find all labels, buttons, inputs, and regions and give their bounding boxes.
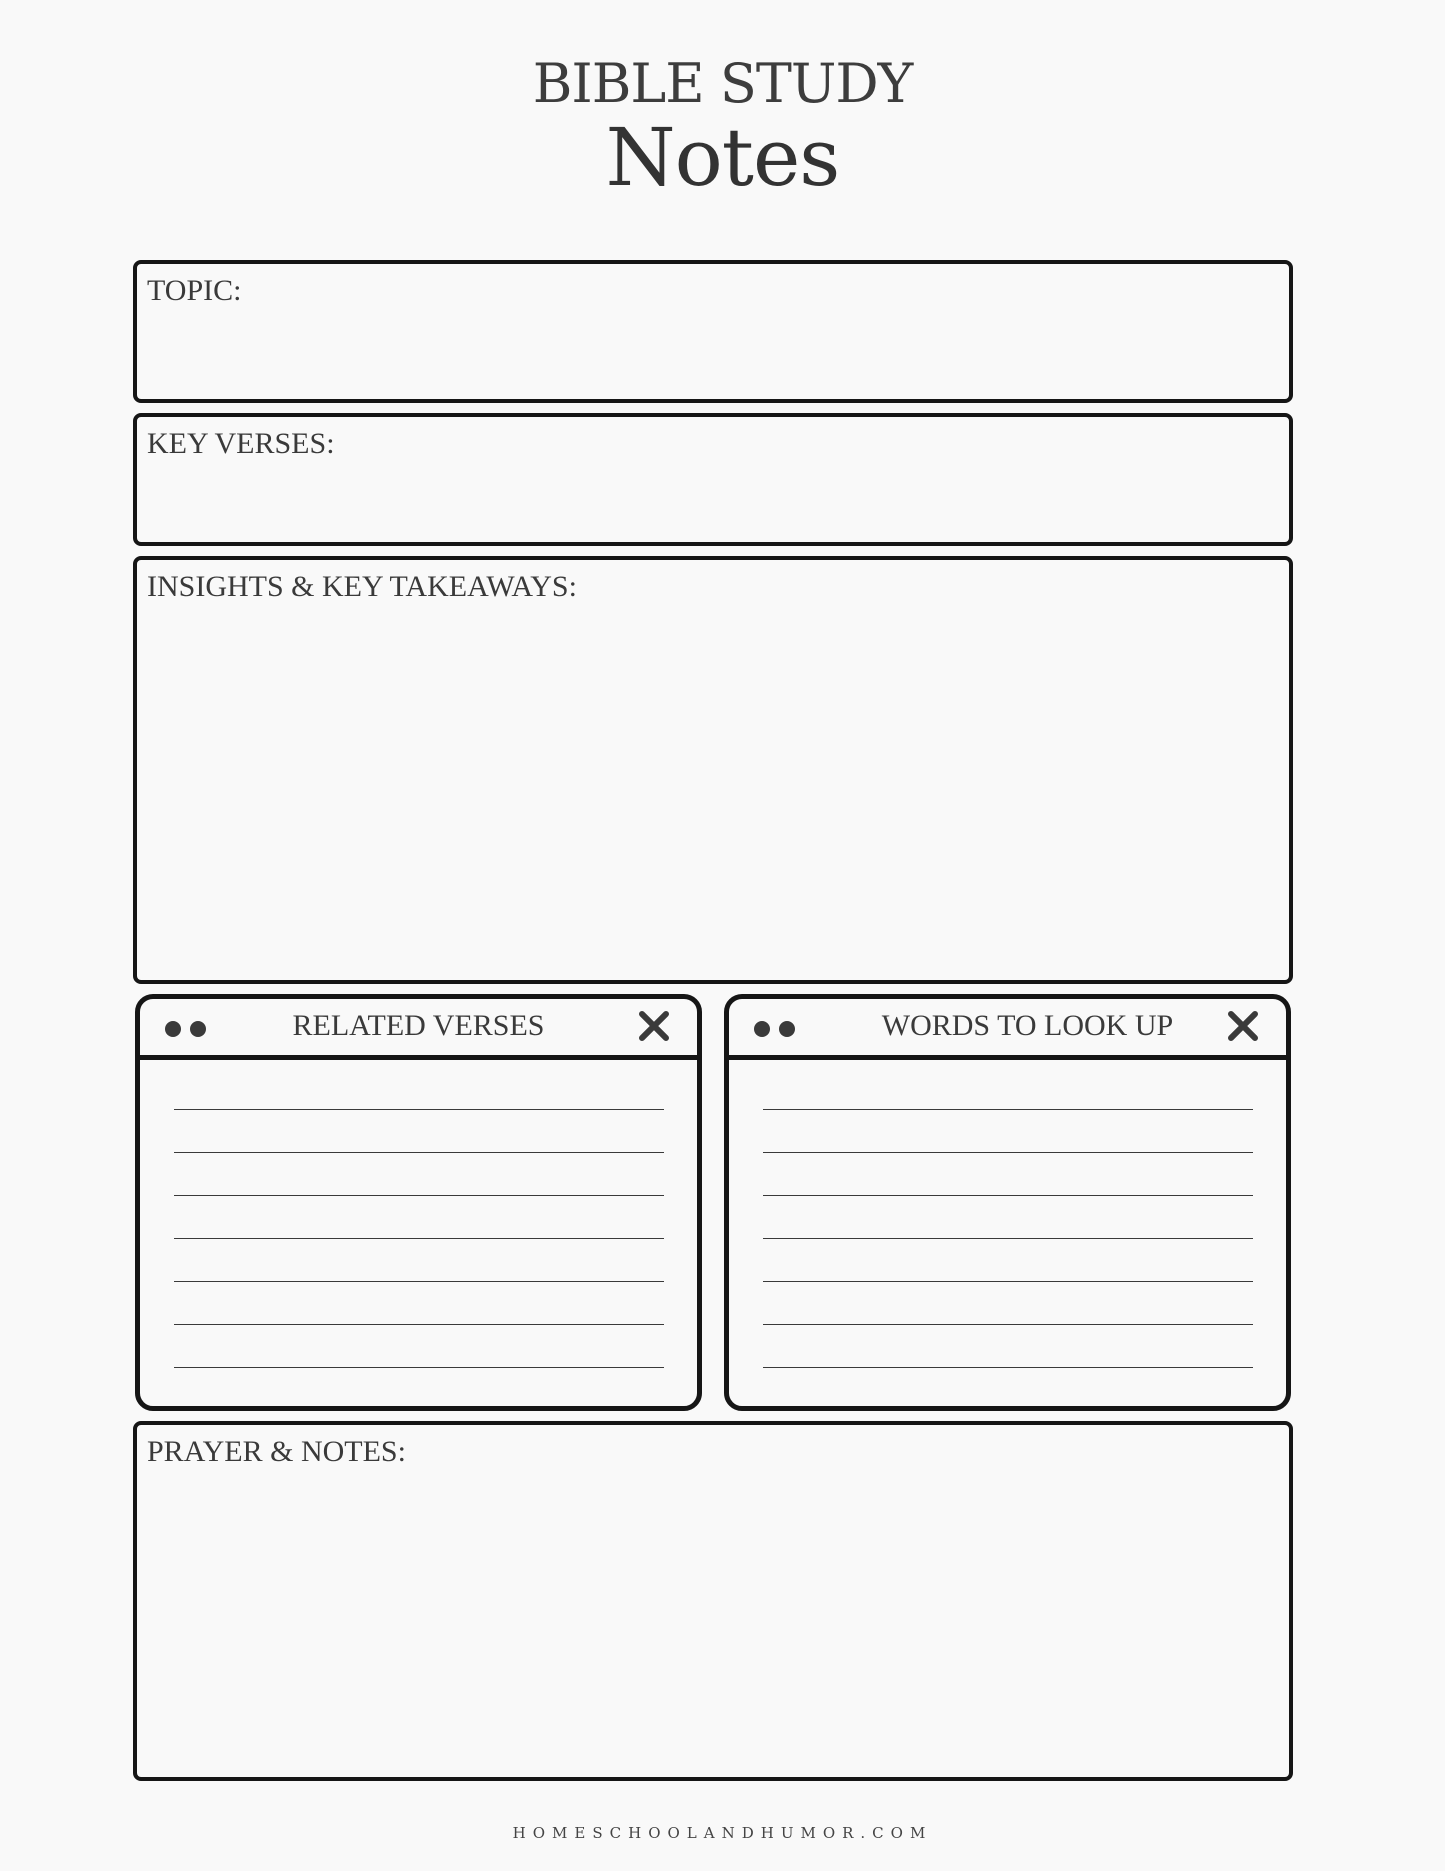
close-icon[interactable]: [637, 1009, 671, 1043]
topic-box[interactable]: [133, 260, 1293, 403]
write-line: [763, 1152, 1253, 1153]
prayer-notes-label: PRAYER & NOTES:: [147, 1435, 406, 1468]
insights-label: INSIGHTS & KEY TAKEAWAYS:: [147, 570, 577, 603]
key-verses-label: KEY VERSES:: [147, 427, 335, 460]
words-to-look-up-title: WORDS TO LOOK UP: [881, 1009, 1174, 1042]
close-icon[interactable]: [1226, 1009, 1260, 1043]
insights-box[interactable]: [133, 556, 1293, 984]
prayer-notes-box[interactable]: [133, 1421, 1293, 1781]
write-line: [174, 1195, 664, 1196]
related-verses-window: [135, 994, 702, 1411]
write-line: [174, 1152, 664, 1153]
related-verses-title-bar: [140, 999, 697, 1060]
write-line: [763, 1109, 1253, 1110]
write-line: [174, 1367, 664, 1368]
write-line: [174, 1324, 664, 1325]
words-to-look-up-window: [724, 994, 1291, 1411]
page-title-main: Notes: [605, 111, 840, 204]
window-dot-icon: [754, 1021, 770, 1037]
write-line: [763, 1281, 1253, 1282]
write-line: [174, 1109, 664, 1110]
related-verses-title: RELATED VERSES: [292, 1009, 545, 1042]
write-line: [763, 1195, 1253, 1196]
words-title-bar: [729, 999, 1286, 1060]
key-verses-box[interactable]: [133, 413, 1293, 546]
write-line: [763, 1238, 1253, 1239]
write-line: [174, 1281, 664, 1282]
footer-site: HOMESCHOOLANDHUMOR.COM: [512, 1824, 933, 1842]
page-title-top: BIBLE STUDY: [532, 52, 913, 115]
write-line: [763, 1367, 1253, 1368]
write-line: [174, 1238, 664, 1239]
write-line: [763, 1324, 1253, 1325]
page-header: [0, 52, 1445, 204]
topic-label: TOPIC:: [147, 274, 242, 307]
